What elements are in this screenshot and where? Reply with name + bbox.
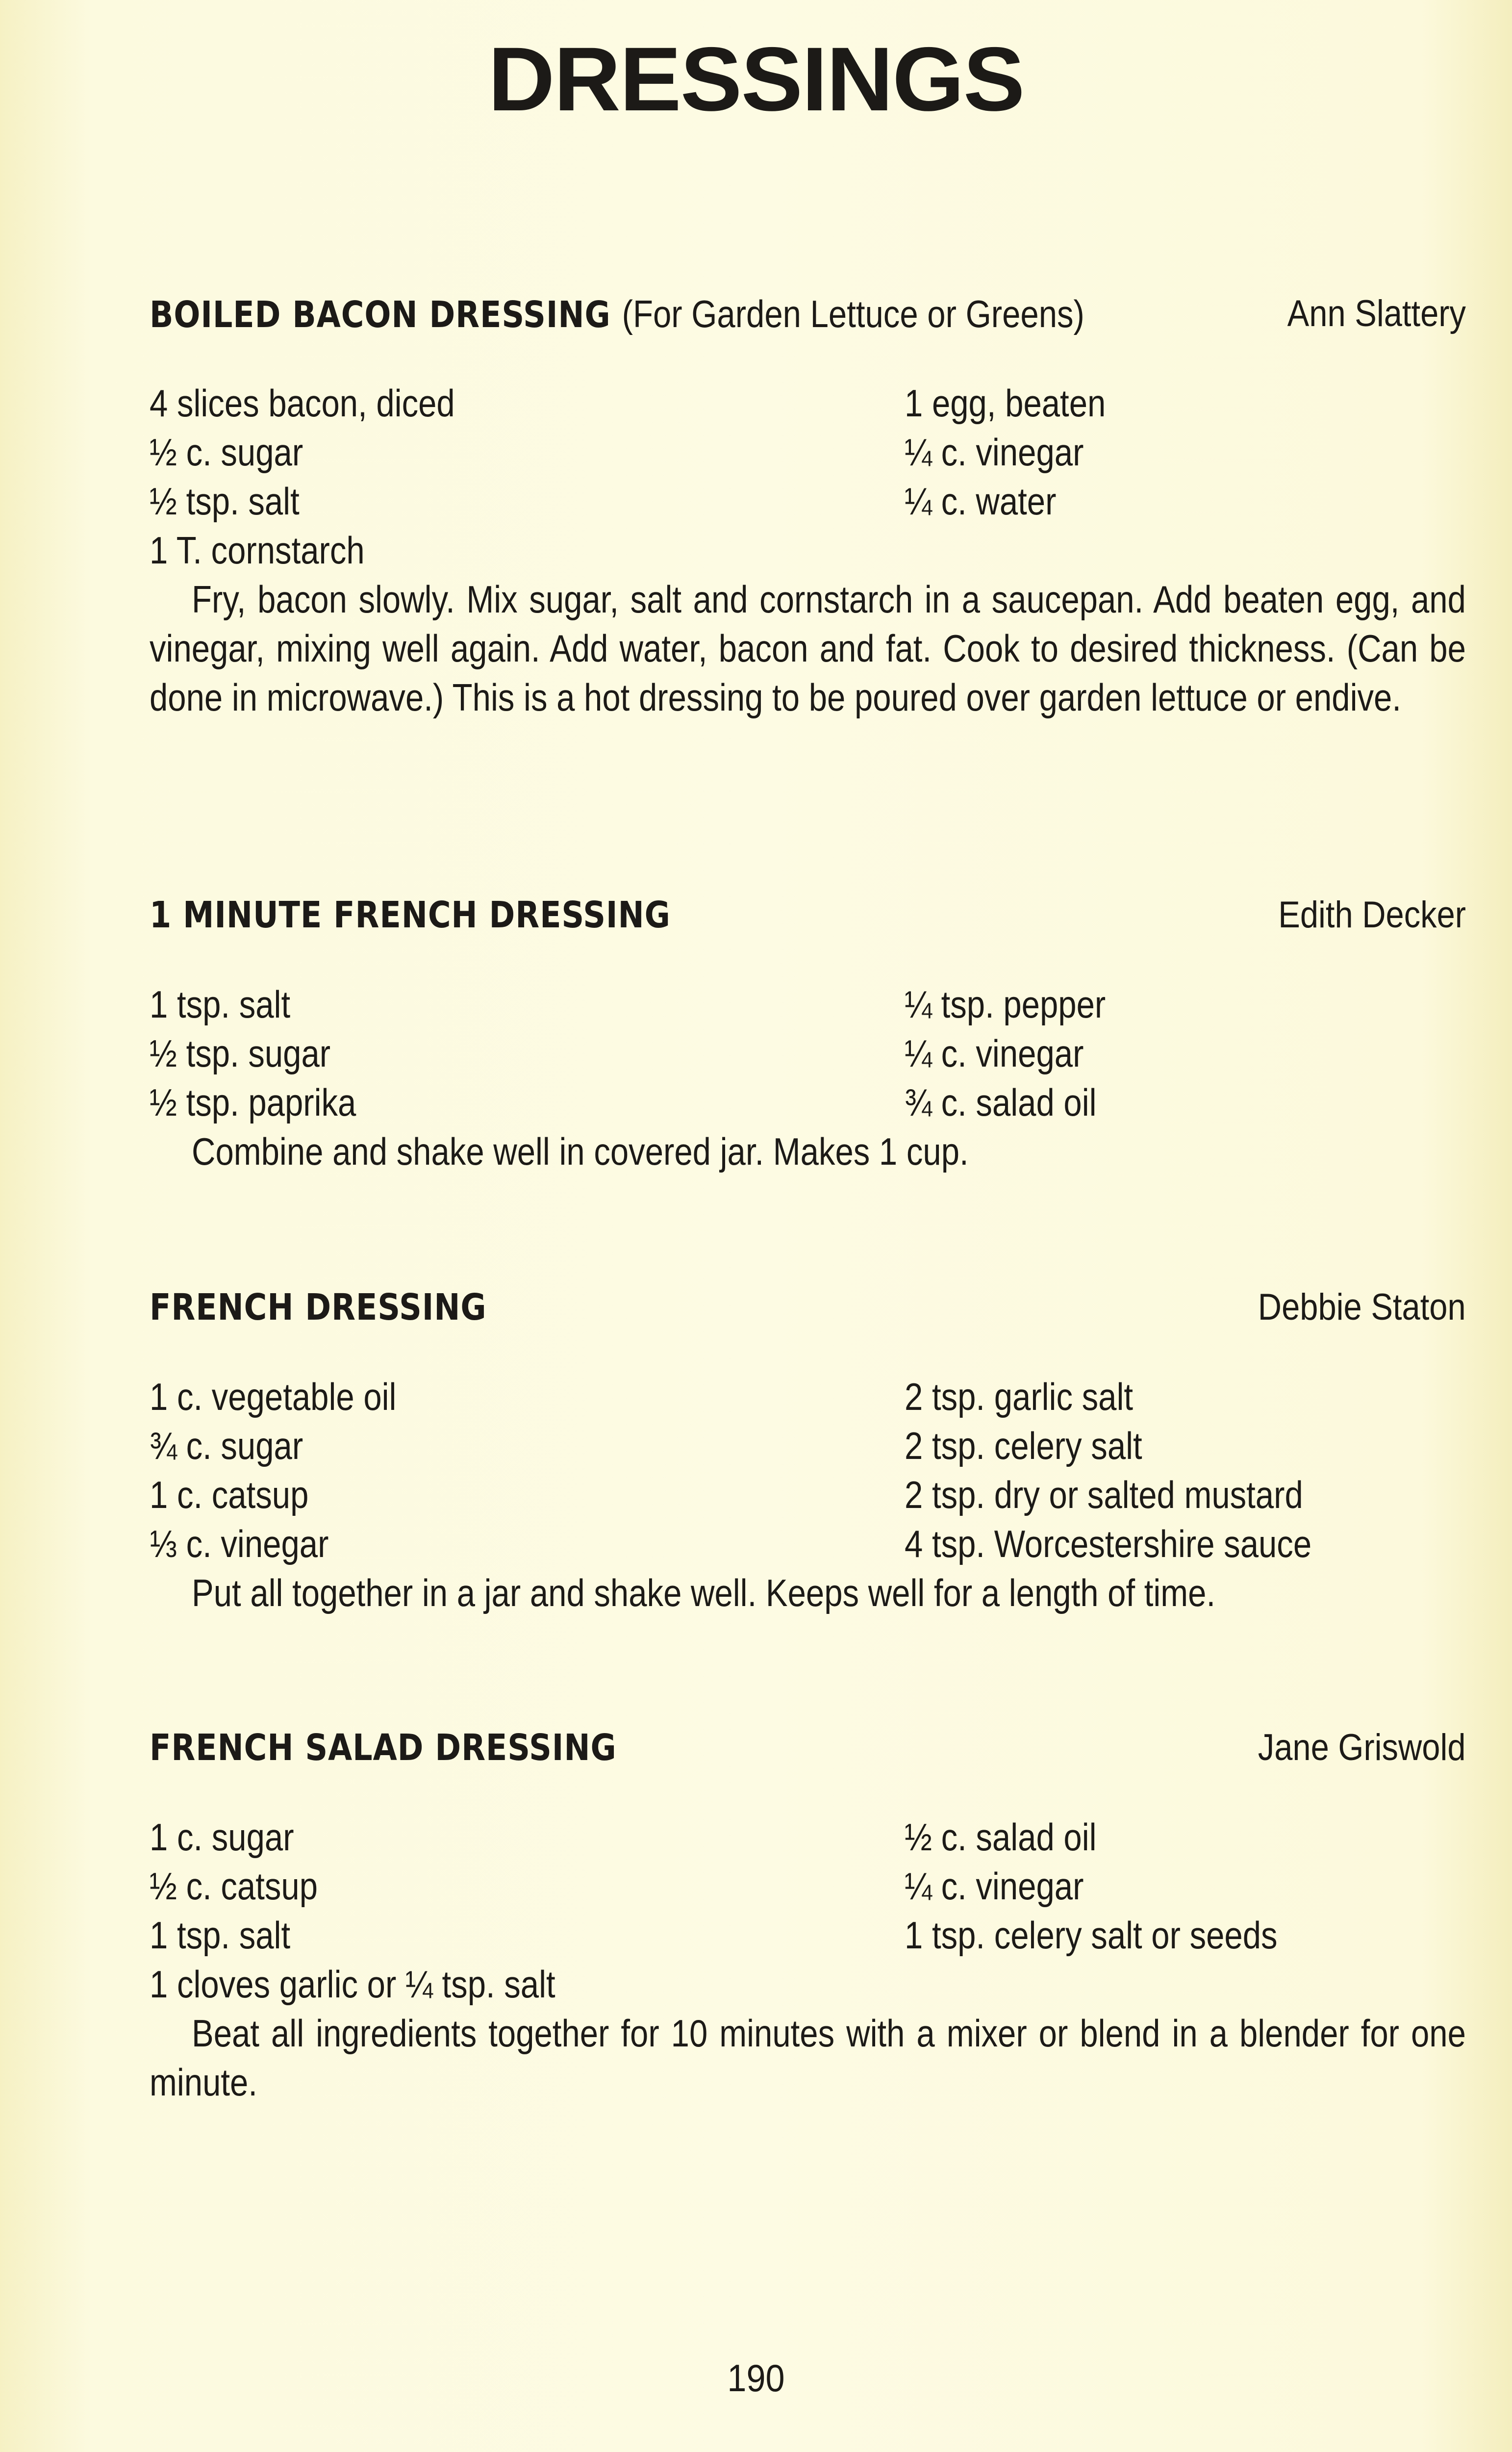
- ingredient-row: [150, 1862, 1466, 1911]
- ingredient-left: ½ c. sugar: [150, 431, 303, 474]
- recipe-title: 1 MINUTE FRENCH DRESSING: [150, 894, 671, 936]
- recipe-header: [150, 284, 1466, 343]
- recipe-1-minute-french-dressing: [150, 886, 1466, 1176]
- ingredient-left: 1 cloves garlic or ¼ tsp. salt: [150, 1963, 555, 2006]
- recipe-subtitle: (For Garden Lettuce or Greens): [622, 292, 1084, 335]
- recipe-author: Edith Decker: [1278, 894, 1466, 936]
- recipe-header: [150, 886, 1466, 945]
- recipe-directions: Fry, bacon slowly. Mix sugar, salt and cornstarch in a saucepan. Add beaten egg, and vinegar, mixing well again. Add water, bacon and fat. Cook to desired thickness. (Can be done in microwave.) This is a hot dressing to be poured over garden lettuce or endive.: [150, 578, 1466, 719]
- recipe-author: Ann Slattery: [1287, 293, 1466, 334]
- ingredient-row: [150, 379, 1466, 428]
- ingredient-left: ½ tsp. sugar: [150, 1032, 331, 1075]
- recipe-title: [150, 284, 1084, 344]
- ingredient-right: 4 tsp. Worcestershire sauce: [905, 1522, 1312, 1565]
- ingredient-left: 1 c. vegetable oil: [150, 1375, 397, 1418]
- ingredient-right: 2 tsp. dry or salted mustard: [905, 1473, 1303, 1516]
- ingredient-right: 1 egg, beaten: [905, 382, 1106, 425]
- ingredient-row: [150, 1519, 1466, 1568]
- recipe-directions: Put all together in a jar and shake well. Keeps well for a length of time.: [192, 1571, 1216, 1614]
- ingredient-right: 2 tsp. celery salt: [905, 1424, 1142, 1467]
- ingredient-row: [150, 1813, 1466, 1862]
- ingredient-row: [150, 1911, 1466, 1960]
- ingredient-row: [150, 1470, 1466, 1519]
- ingredient-row: [150, 980, 1466, 1029]
- ingredient-left: 1 T. cornstarch: [150, 529, 365, 572]
- ingredient-list: [150, 1813, 1466, 2009]
- recipe-author: Jane Griswold: [1258, 1727, 1466, 1768]
- recipe-directions: Beat all ingredients together for 10 minutes with a mixer or blend in a blender for one minute.: [150, 2012, 1466, 2104]
- ingredient-row: [150, 1078, 1466, 1127]
- page-title: DRESSINGS: [488, 29, 1024, 130]
- ingredient-left: ½ tsp. salt: [150, 480, 300, 523]
- recipe-boiled-bacon-dressing: [150, 284, 1466, 722]
- ingredient-row: [150, 1029, 1466, 1078]
- ingredient-right: ¾ c. salad oil: [905, 1081, 1097, 1124]
- ingredient-right: ¼ c. vinegar: [905, 431, 1084, 474]
- recipe-title-text: BOILED BACON DRESSING: [150, 294, 611, 336]
- ingredient-right: ¼ c. vinegar: [905, 1032, 1084, 1075]
- ingredient-row: [150, 1372, 1466, 1421]
- ingredient-row: [150, 1960, 1466, 2009]
- page-number: 190: [727, 2356, 785, 2400]
- ingredient-left: 1 c. sugar: [150, 1815, 294, 1859]
- ingredient-left: 1 c. catsup: [150, 1473, 309, 1516]
- ingredient-left: ½ c. catsup: [150, 1865, 318, 1908]
- ingredient-left: 1 tsp. salt: [150, 1914, 291, 1957]
- ingredient-list: [150, 980, 1466, 1127]
- recipe-title: FRENCH DRESSING: [150, 1286, 487, 1328]
- ingredient-right: ¼ c. vinegar: [905, 1865, 1084, 1908]
- ingredient-row: [150, 428, 1466, 477]
- ingredient-right: 1 tsp. celery salt or seeds: [905, 1914, 1278, 1957]
- ingredient-left: ½ tsp. paprika: [150, 1081, 356, 1124]
- ingredient-list: [150, 379, 1466, 575]
- recipe-header: [150, 1278, 1466, 1337]
- ingredient-left: ⅓ c. vinegar: [150, 1522, 329, 1565]
- recipe-title: FRENCH SALAD DRESSING: [150, 1727, 617, 1769]
- recipe-french-dressing: [150, 1278, 1466, 1617]
- recipe-directions: Combine and shake well in covered jar. Makes 1 cup.: [192, 1130, 969, 1173]
- recipe-header: [150, 1718, 1466, 1777]
- ingredient-right: ¼ tsp. pepper: [905, 983, 1106, 1026]
- ingredient-right: 2 tsp. garlic salt: [905, 1375, 1134, 1418]
- ingredient-left: 4 slices bacon, diced: [150, 382, 455, 425]
- ingredient-left: ¾ c. sugar: [150, 1424, 303, 1467]
- recipe-author: Debbie Staton: [1258, 1286, 1466, 1328]
- ingredient-row: [150, 526, 1466, 575]
- ingredient-left: 1 tsp. salt: [150, 983, 291, 1026]
- ingredient-row: [150, 1421, 1466, 1470]
- ingredient-row: [150, 477, 1466, 526]
- ingredient-right: ¼ c. water: [905, 480, 1057, 523]
- recipe-french-salad-dressing: [150, 1718, 1466, 2107]
- ingredient-list: [150, 1372, 1466, 1568]
- ingredient-right: ½ c. salad oil: [905, 1815, 1097, 1859]
